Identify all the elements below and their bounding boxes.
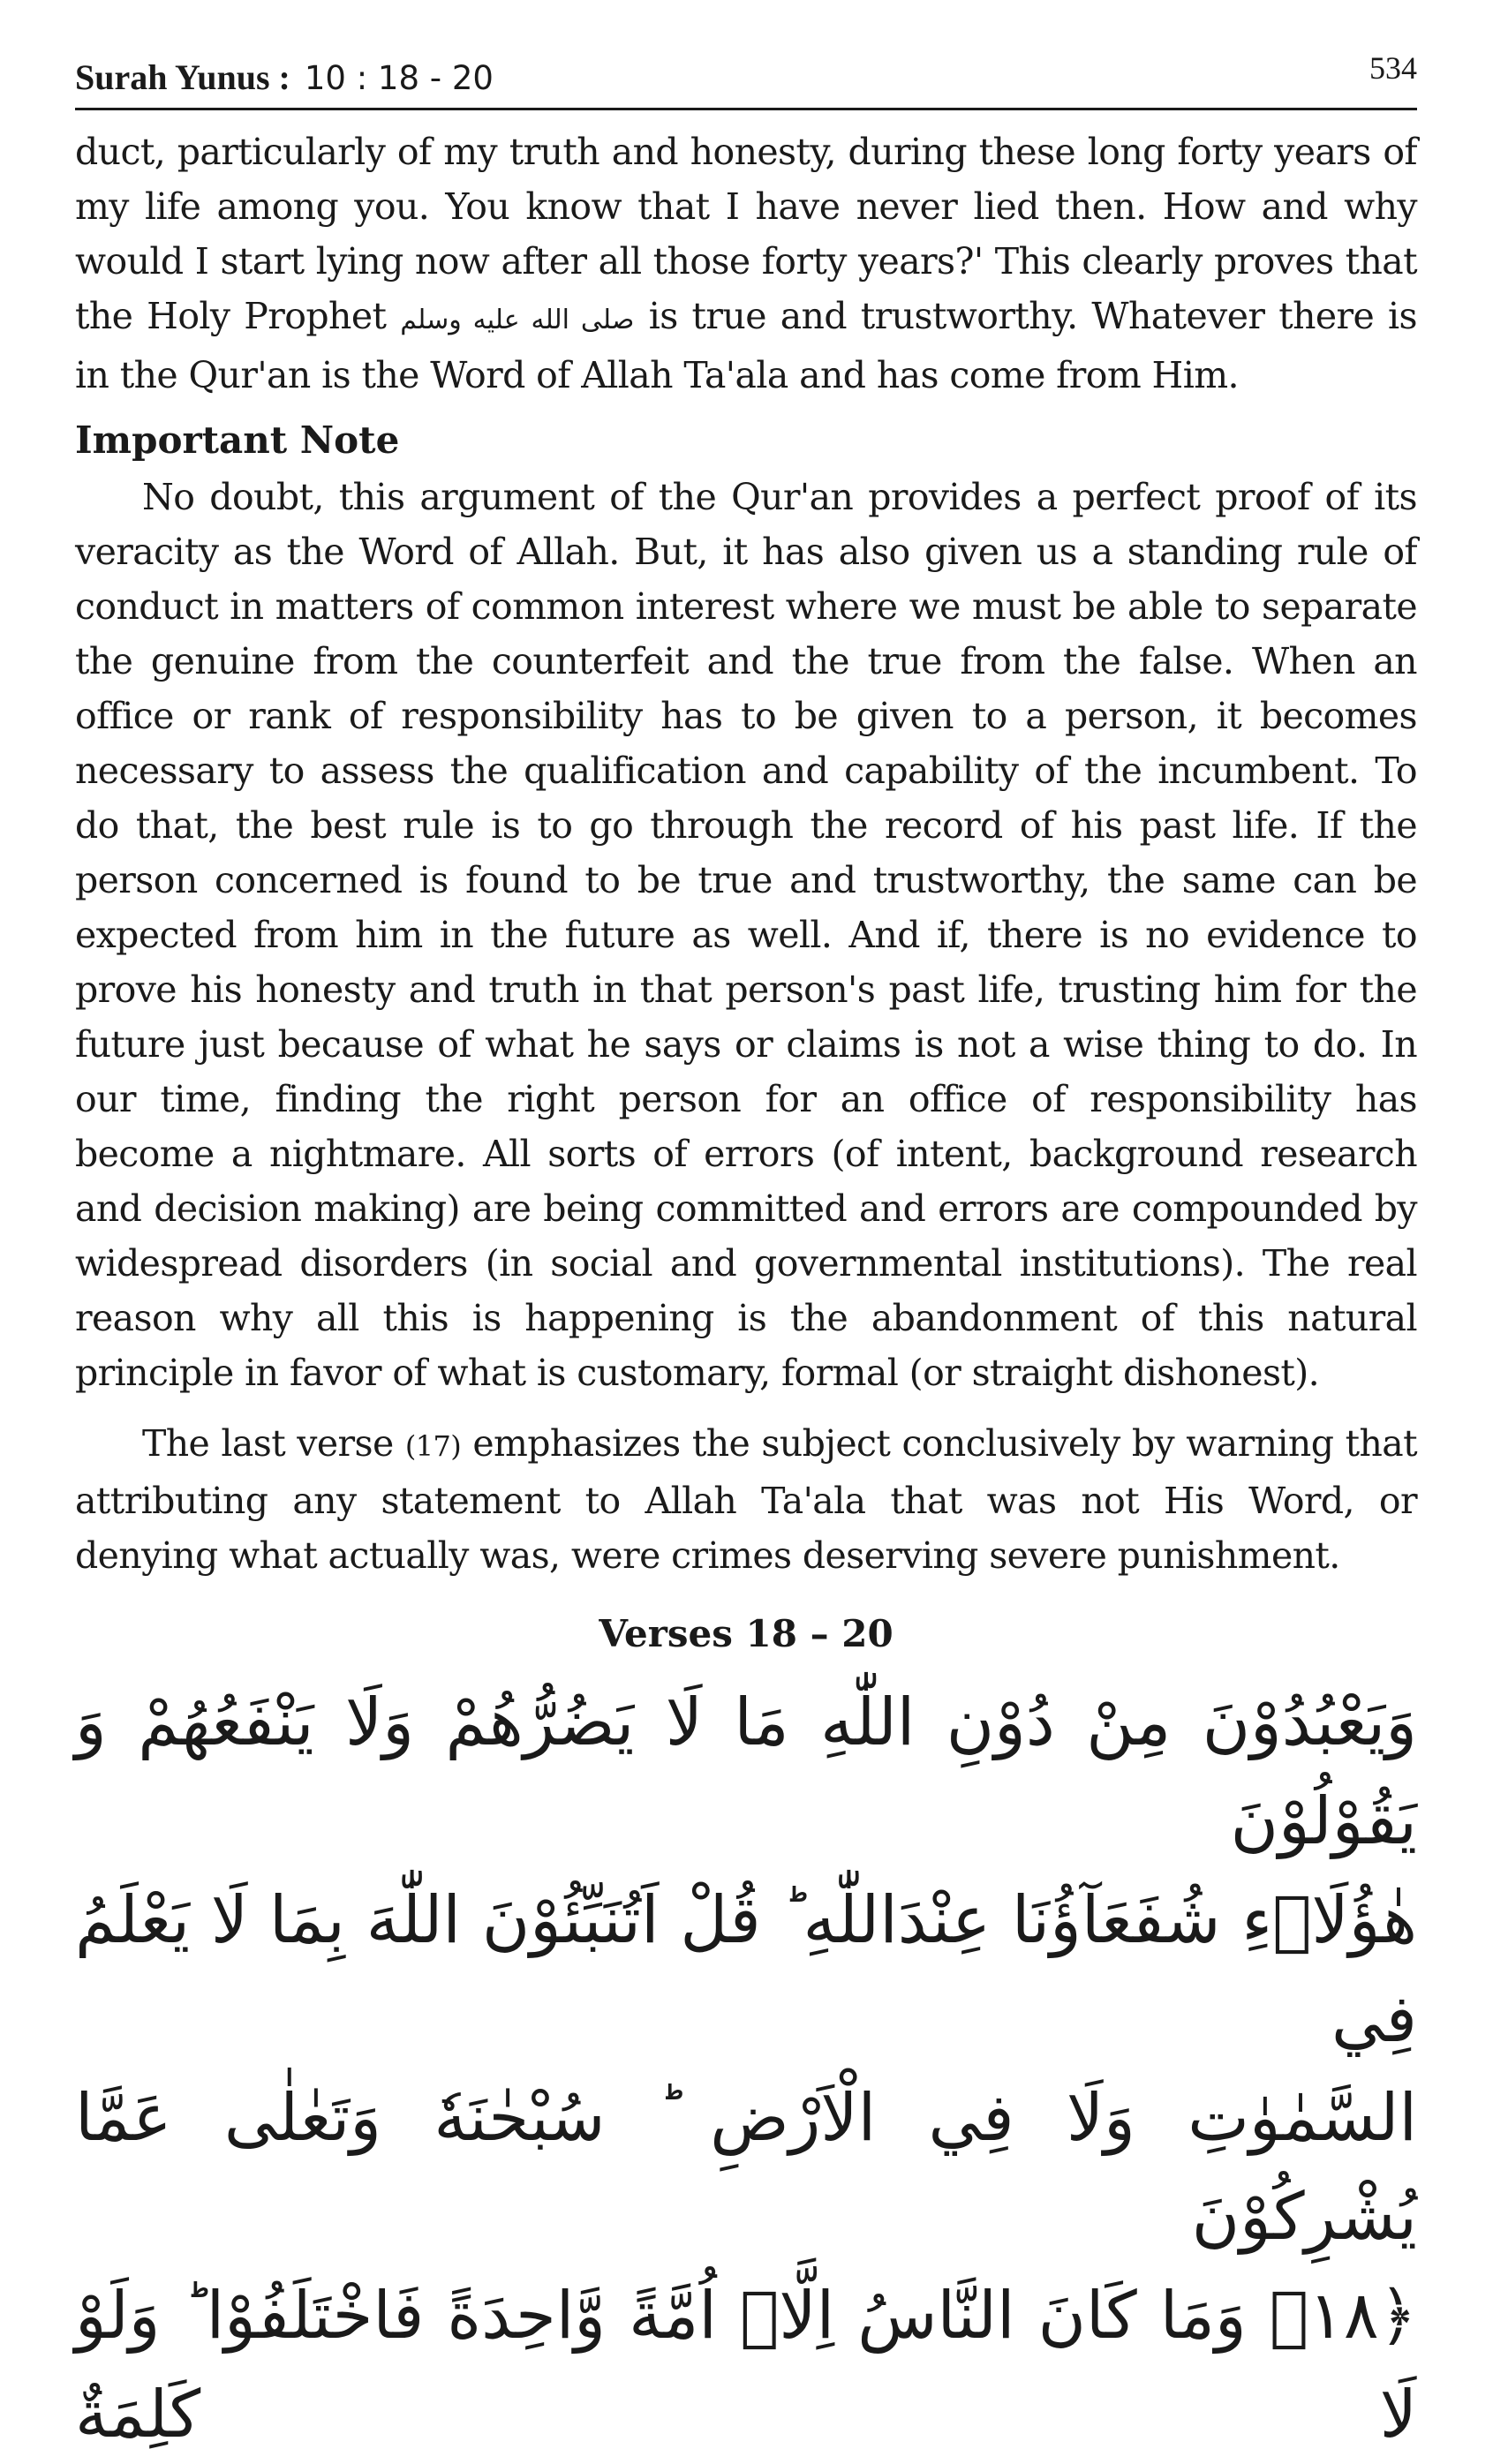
arabic-verse-line: ﴿۱۸﴾ وَمَا كَانَ النَّاسُ اِلَّاۤ اُمَّةً وَّاحِدَةً فَاخْتَلَفُوْا ؕ وَلَوْ لَا كَلِمَةٌ	[75, 2278, 1417, 2453]
salutation-arabic: صلى الله عليه وسلم	[400, 305, 635, 335]
running-header	[75, 44, 1417, 110]
arabic-verses	[75, 1673, 1417, 2464]
page	[75, 44, 1417, 2464]
verses-heading: Verses 18 – 20	[599, 1612, 893, 1655]
arabic-verse-line: هٰؤُلَاۤءِ شُفَعَآؤُنَا عِنْدَاللّٰهِ ؕ قُلْ اَتُنَبِّئُوْنَ اللّٰهَ بِمَا لَا يَعْلَمُ فِي	[75, 1882, 1417, 2057]
section-heading: Important Note	[75, 418, 400, 462]
verse-range: 10 : 18 - 20	[304, 59, 494, 97]
arabic-verse-line: وَيَعْبُدُوْنَ مِنْ دُوْنِ اللّٰهِ مَا لَا يَضُرُّهُمْ وَلَا يَنْفَعُهُمْ وَ يَقُوْلُوْنَ	[75, 1684, 1417, 1859]
paragraph-text: The last verse	[142, 1422, 394, 1465]
paragraph-continued	[75, 124, 1417, 403]
paragraph-text: emphasizes the subject conclusively by warning that attributing any statement to Allah Ta'ala that was not His Word, or denying what actually was, were crimes deserving severe punishment.	[75, 1422, 1417, 1577]
paragraph-text: duct, particularly of my truth and honesty, during these long forty years of my life among you. You know that I have never lied then. How and why would I start lying now after all those forty years?' This clearly proves that the Holy Prophet	[75, 131, 1417, 337]
surah-name: Surah Yunus :	[75, 57, 290, 97]
paragraph-text: is true and trustworthy. Whatever there is in the Qur'an is the Word of Allah Ta'ala and has come from Him.	[75, 295, 1417, 396]
note-paragraph: No doubt, this argument of the Qur'an provides a perfect proof of its veracity as the Word of Allah. But, it has also given us a standing rule of conduct in matters of common interest where we must be able to separate the genuine from the counterfeit and the true from the false. When an office or rank of responsibility has to be given to a person, it becomes necessary to assess the qualification and capability of the incumbent. To do that, the best rule is to go through the record of his past life. If the person concerned is found to be true and trustworthy, the same can be expected from him in the future as well. And if, there is no evidence to prove his honesty and truth in that person's past life, trusting him for the future just because of what he says or claims is not a wise thing to do. In our time, finding the right person for an office of responsibility has become a nightmare. All sorts of errors (of intent, background research and decision making) are being committed and errors are compounded by widespread disorders (in social and governmental institutions). The real reason why all this is happening is the abandonment of this natural principle in favor of what is customary, formal (or straight dishonest).	[75, 476, 1417, 1394]
verse-reference: (17)	[404, 1429, 462, 1463]
spacer	[75, 1400, 1417, 1416]
page-number: 534	[1369, 50, 1417, 86]
closing-paragraph	[75, 1416, 1417, 1583]
arabic-verse-line: السَّمٰوٰتِ وَلَا فِي الْاَرْضِ ؕ سُبْحٰنَهٗ وَتَعٰلٰى عَمَّا يُشْرِكُوْنَ	[75, 2080, 1417, 2255]
surah-title	[75, 57, 494, 98]
